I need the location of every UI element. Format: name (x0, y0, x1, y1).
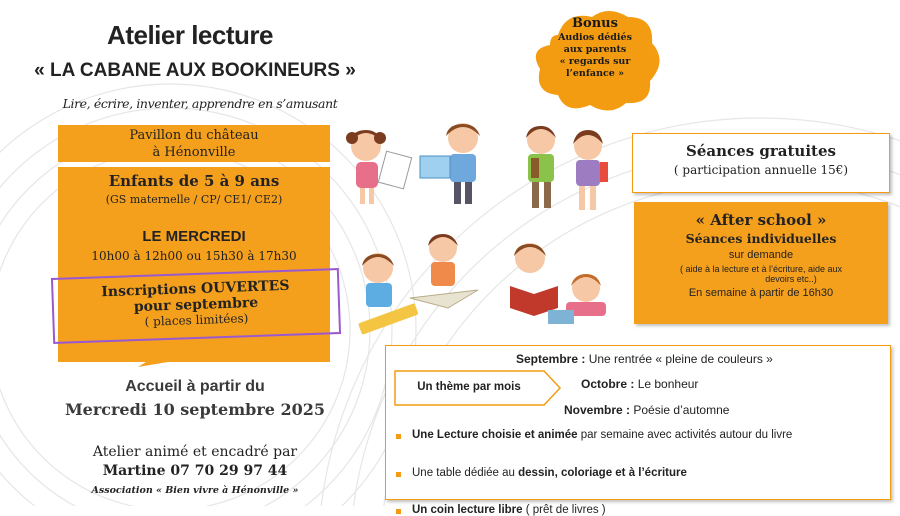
limited-places: ( places limitées) (144, 311, 249, 329)
support-description-cont: devoirs etc..) (765, 274, 817, 284)
boy-with-book (420, 123, 480, 204)
association-name: Association « Bien vivre à Hénonville » (91, 485, 299, 496)
after-school-box (634, 202, 888, 324)
page-title: Atelier lecture (107, 20, 273, 50)
individual-sessions: Séances individuelles (685, 231, 837, 246)
monthly-theme-label: Un thème par mois (417, 381, 521, 393)
support-description: ( aide à la lecture et à l’écriture, aide aux (679, 264, 843, 274)
bonus-text: Audios dédiés aux parents « regards sur l’enfance » (558, 32, 632, 79)
on-demand: sur demande (728, 249, 794, 261)
hours: 10h00 à 12h00 ou 15h30 à 17h30 (91, 249, 297, 263)
registration-status: Inscriptions OUVERTES (101, 277, 290, 301)
workshop-name: « LA CABANE AUX BOOKINEURS » (34, 60, 356, 81)
theme-november: Novembre : Poésie d’automne (564, 403, 730, 417)
bullet-reading-corner: Un coin lecture libre ( prêt de livres ) (392, 504, 896, 516)
free-sessions-box (632, 133, 890, 193)
registration-box (51, 268, 341, 344)
themes-box (385, 345, 891, 516)
child-with-pencil (358, 253, 418, 335)
age-range: Enfants de 5 à 9 ans (108, 172, 280, 190)
theme-september: Septembre : Une rentrée « pleine de couleurs » (516, 352, 773, 366)
weekday-hours: En semaine à partir de 16h30 (688, 287, 834, 299)
start-date: Mercredi 10 septembre 2025 (64, 400, 326, 419)
school-levels: (GS maternelle / CP/ CE1/ CE2) (105, 193, 283, 206)
bullet-drawing-table: Une table dédiée au dessin, coloriage et à l’écriture (392, 467, 896, 479)
contact-intro: Atelier animé et encadré par (92, 444, 298, 460)
bonus-title: Bonus (572, 16, 618, 31)
children-walking (526, 126, 608, 210)
annual-fee: ( participation annuelle 15€) (673, 163, 849, 177)
free-sessions-title: Séances gratuites (686, 142, 836, 160)
contact-phone: Martine 07 70 29 97 44 (102, 463, 288, 479)
welcome-start: Accueil à partir du (125, 378, 265, 395)
location-box (58, 125, 330, 162)
bullet-reading: Une Lecture choisie et animée par semaine avec activités autour du livre (392, 429, 896, 441)
children-reading-illustration (338, 118, 628, 338)
after-school-title: « After school » (695, 211, 827, 229)
tagline: Lire, écrire, inventer, apprendre en s’amusant (62, 96, 338, 111)
location-line-1: Pavillon du château (129, 128, 259, 143)
theme-october: Octobre : Le bonheur (581, 377, 699, 391)
location-line-2: à Hénonville (152, 145, 236, 160)
girl-with-book (346, 130, 412, 204)
registration-period: pour septembre (133, 294, 259, 316)
day-label: LE MERCREDI (142, 228, 246, 245)
children-reading (510, 243, 606, 324)
child-with-paper-plane (410, 234, 478, 308)
